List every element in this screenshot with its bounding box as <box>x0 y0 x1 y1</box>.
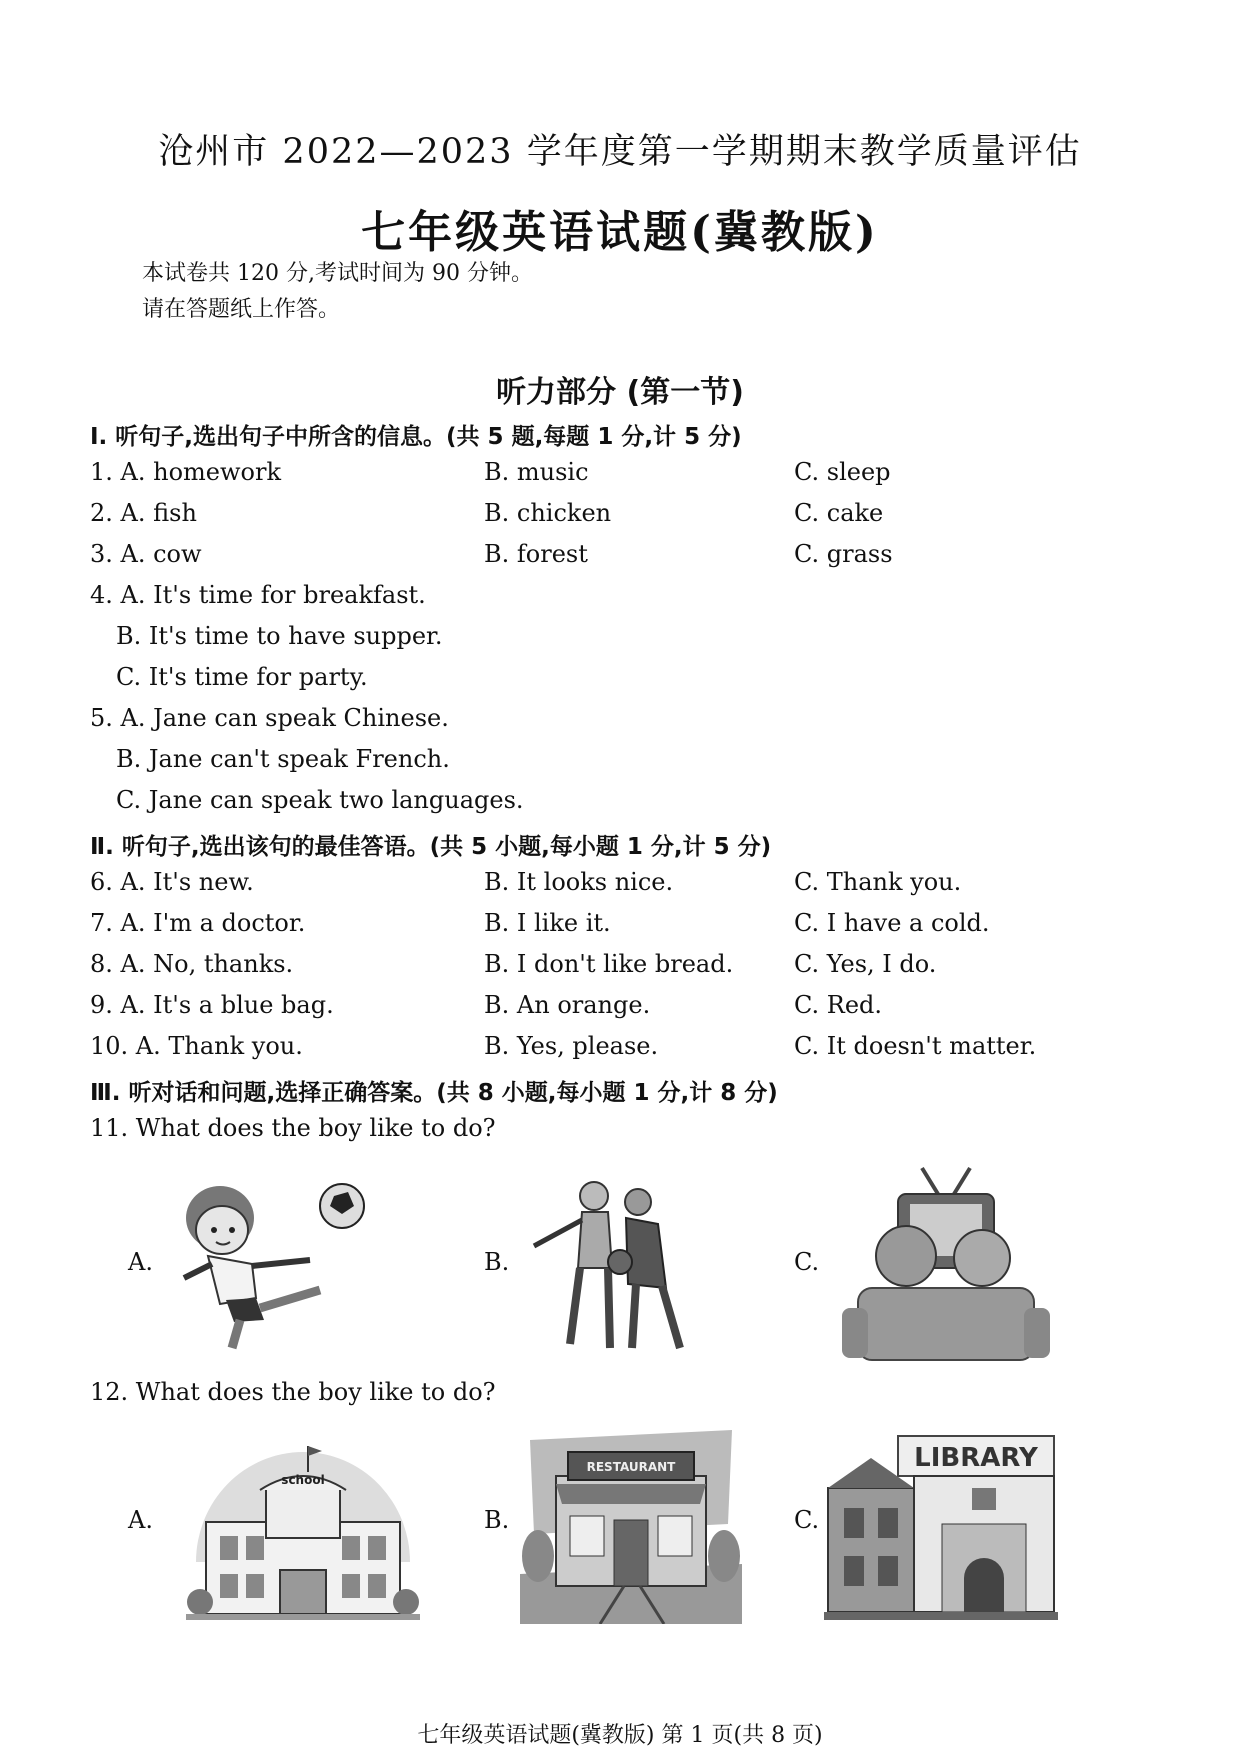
q7-option-a: 7. A. I'm a doctor. <box>90 909 306 937</box>
q4-option-a: 4. A. It's time for breakfast. <box>90 581 426 609</box>
q9-option-b: B. An orange. <box>484 991 651 1019</box>
q12-label-b: B. <box>484 1506 510 1534</box>
q11-label-c: C. <box>794 1248 820 1276</box>
q10-option-c: C. It doesn't matter. <box>794 1032 1037 1060</box>
library-image <box>824 1428 1058 1620</box>
q4-option-c: C. It's time for party. <box>116 663 368 691</box>
q9-option-a: 9. A. It's a blue bag. <box>90 991 334 1019</box>
q2-option-a: 2. A. fish <box>90 499 197 527</box>
q3-option-c: C. grass <box>794 540 893 568</box>
q8-option-a: 8. A. No, thanks. <box>90 950 294 978</box>
q1-option-b: B. music <box>484 458 589 486</box>
q11-label-a: A. <box>128 1248 153 1276</box>
info-answer: 请在答题纸上作答。 <box>142 297 341 322</box>
q3-option-b: B. forest <box>484 540 588 568</box>
q6-option-b: B. It looks nice. <box>484 868 674 896</box>
q1-option-a: 1. A. homework <box>90 458 281 486</box>
q10-option-b: B. Yes, please. <box>484 1032 659 1060</box>
basketball-players-image <box>516 1168 726 1368</box>
school-sign: school <box>281 1473 325 1487</box>
soccer-boy-image <box>160 1180 370 1350</box>
part1-heading: Ⅰ. 听句子,选出句子中所含的信息。(共 5 题,每题 1 分,计 5 分) <box>90 424 742 450</box>
q12-label-c: C. <box>794 1506 820 1534</box>
page-footer: 七年级英语试题(冀教版) 第 1 页(共 8 页) <box>417 1723 823 1748</box>
q8-option-b: B. I don't like bread. <box>484 950 734 978</box>
q7-option-c: C. I have a cold. <box>794 909 990 937</box>
q6-option-c: C. Thank you. <box>794 868 962 896</box>
q5-option-a: 5. A. Jane can speak Chinese. <box>90 704 449 732</box>
info-score: 本试卷共 120 分,考试时间为 90 分钟。 <box>142 261 533 286</box>
q2-option-c: C. cake <box>794 499 884 527</box>
q12-question: 12. What does the boy like to do? <box>90 1378 496 1406</box>
section-title: 听力部分 (第一节) <box>496 375 744 410</box>
restaurant-image <box>520 1424 742 1624</box>
q12-label-a: A. <box>128 1506 153 1534</box>
q5-option-c: C. Jane can speak two languages. <box>116 786 524 814</box>
q4-option-b: B. It's time to have supper. <box>116 622 443 650</box>
q9-option-c: C. Red. <box>794 991 883 1019</box>
q7-option-b: B. I like it. <box>484 909 611 937</box>
exam-title: 沧州市 2022—2023 学年度第一学期期末教学质量评估 <box>158 132 1082 172</box>
library-sign: LIBRARY <box>914 1443 1038 1473</box>
restaurant-sign: RESTAURANT <box>586 1460 676 1474</box>
part3-heading: Ⅲ. 听对话和问题,选择正确答案。(共 8 小题,每小题 1 分,计 8 分) <box>90 1080 778 1106</box>
q8-option-c: C. Yes, I do. <box>794 950 937 978</box>
q6-option-a: 6. A. It's new. <box>90 868 254 896</box>
watching-tv-image <box>828 1158 1056 1368</box>
q2-option-b: B. chicken <box>484 499 612 527</box>
school-building-image <box>176 1432 430 1624</box>
q5-option-b: B. Jane can't speak French. <box>116 745 450 773</box>
q11-question: 11. What does the boy like to do? <box>90 1114 496 1142</box>
q11-label-b: B. <box>484 1248 510 1276</box>
q10-option-a: 10. A. Thank you. <box>90 1032 303 1060</box>
q1-option-c: C. sleep <box>794 458 891 486</box>
part2-heading: Ⅱ. 听句子,选出该句的最佳答语。(共 5 小题,每小题 1 分,计 5 分) <box>90 834 772 860</box>
exam-subtitle: 七年级英语试题(冀教版) <box>361 207 879 258</box>
q3-option-a: 3. A. cow <box>90 540 202 568</box>
